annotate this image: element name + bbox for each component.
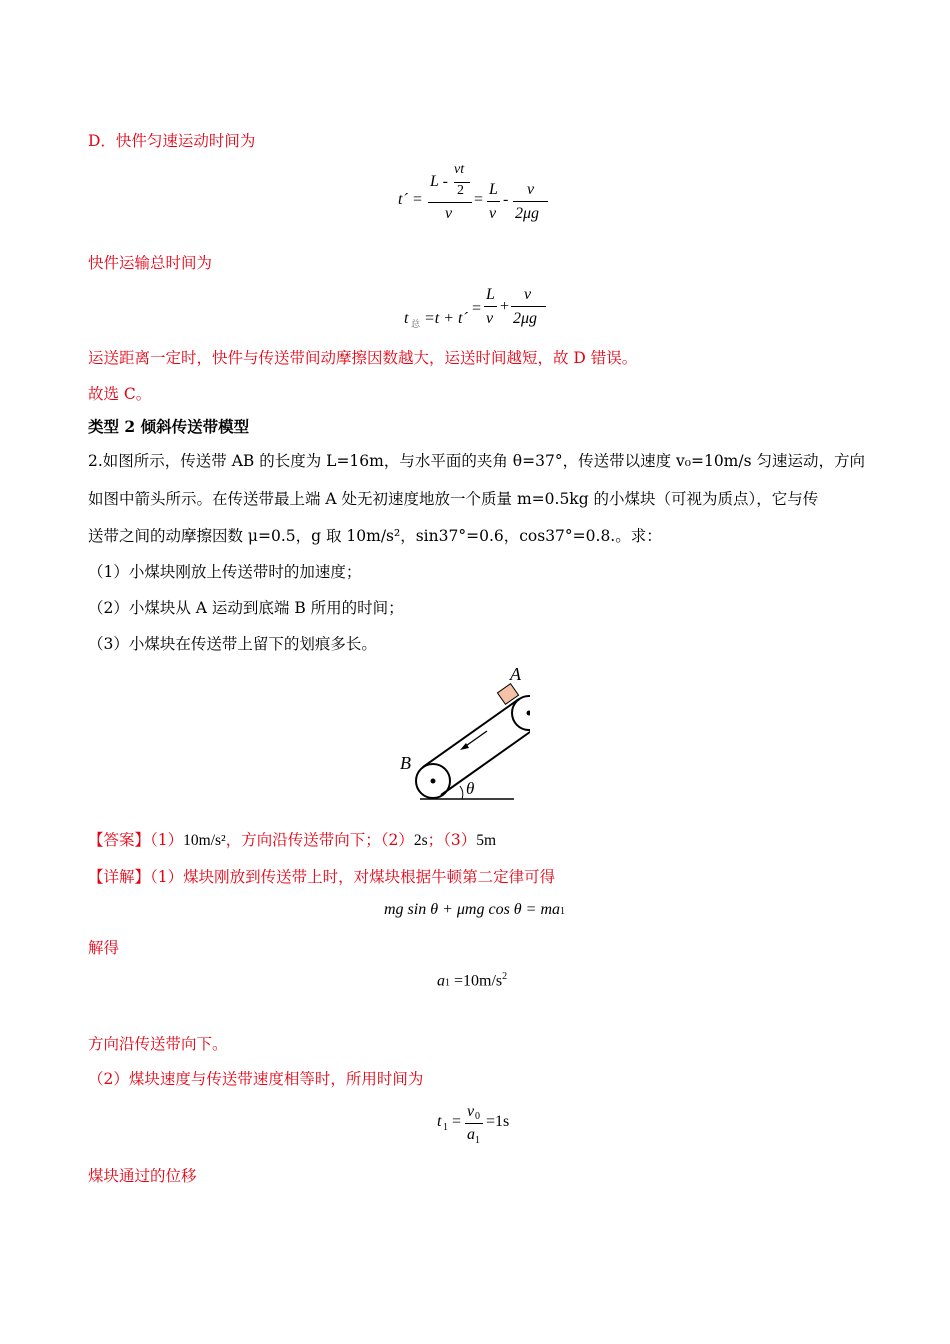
label-b: B xyxy=(400,753,411,773)
eq-t1-rhs: =1s xyxy=(486,1113,510,1130)
eq2-v-num: v xyxy=(524,286,532,303)
angle-arc xyxy=(460,786,463,799)
answer-value-1: 10m/s² xyxy=(183,832,226,849)
eq1-fracline xyxy=(428,202,472,203)
eq1-v-num: v xyxy=(527,181,535,198)
type-heading: 类型 2 倾斜传送带模型 xyxy=(88,417,250,436)
eq2-sub-total: 总 xyxy=(411,319,421,329)
answer-value-2: 2s xyxy=(413,832,428,849)
eq-newton-body: mg sin θ + μmg cos θ = ma xyxy=(384,901,561,918)
eq1-vt: vt xyxy=(454,162,465,177)
problem-line-1: 2.如图所示，传送带 AB 的长度为 L=16m，与水平面的夹角 θ=37°，传送带以速度 v₀=10m/s 匀速运动，方向 xyxy=(88,452,865,470)
displacement-label: 煤块通过的位移 xyxy=(88,1167,197,1185)
eq1-v1: v xyxy=(489,205,497,222)
eq1-eq: = xyxy=(413,191,423,208)
question-1: （1）小煤块刚放上传送带时的加速度； xyxy=(88,563,362,581)
eq1-L: L xyxy=(489,181,498,198)
eq1-eq2: = xyxy=(474,191,484,208)
direction-text: 方向沿传送带向下。 xyxy=(88,1035,228,1053)
eq-t1-den-sub: 1 xyxy=(475,1135,480,1146)
eq-a1-sup: 2 xyxy=(502,971,508,982)
eq2-frac1-line xyxy=(484,306,497,307)
eq1-frac2-line xyxy=(487,201,500,202)
answer-line xyxy=(88,830,496,851)
bottom-pulley-axle xyxy=(431,779,436,784)
eq2-plus: + xyxy=(500,298,510,315)
question-3: （3）小煤块在传送带上留下的划痕多长。 xyxy=(88,635,377,653)
eq1-two: 2 xyxy=(457,183,464,198)
eq-newton-sub: 1 xyxy=(560,906,566,917)
eq2-den: 2μg xyxy=(513,310,538,327)
label-theta: θ xyxy=(466,779,475,798)
eq-a1-sub: 1 xyxy=(445,977,450,989)
detail-tag: 【详解】 xyxy=(88,868,151,886)
eq1-minus-top: L - xyxy=(430,173,448,190)
question-2: （2）小煤块从 A 运动到底端 B 所用的时间； xyxy=(88,599,404,617)
answer-value-3: 5m xyxy=(476,832,497,849)
eq2-frac2-line xyxy=(511,306,546,307)
problem-line-2: 如图中箭头所示。在传送带最上端 A 处无初速度地放一个质量 m=0.5kg 的小煤块（可视为质点），它与传 xyxy=(88,490,819,508)
eq2-t: t xyxy=(404,310,409,327)
choice-c: 故选 C。 xyxy=(88,385,152,403)
eq2-eq2: = xyxy=(472,300,482,317)
eq2-eq: =t + t´ xyxy=(424,310,468,327)
conclusion-d: 运送距离一定时，快件与传送带间动摩擦因数越大，运送时间越短，故 D 错误。 xyxy=(88,349,638,367)
answer-p1: （1） xyxy=(150,831,184,849)
solve-label: 解得 xyxy=(88,939,120,957)
detail-text-1: （1）煤块刚放到传送带上时，对煤块根据牛顿第二定律可得 xyxy=(150,868,556,886)
eq-t1-eq: = xyxy=(452,1113,462,1130)
eq2-v: v xyxy=(486,310,494,327)
answer-tag: 【答案】 xyxy=(88,831,151,849)
belt-bottom-edge xyxy=(441,727,530,795)
belt-top-edge xyxy=(423,699,519,767)
eq-t1-num: v xyxy=(467,1103,475,1120)
total-time-label: 快件运输总时间为 xyxy=(88,254,213,272)
problem-line-3: 送带之间的动摩擦因数 μ=0.5，g 取 10m/s²，sin37°=0.6，cos37°=0.8.。求： xyxy=(88,527,662,545)
equation-newton xyxy=(384,901,565,919)
eq-a1-rhs: =10m/s xyxy=(450,972,503,990)
equation-a1 xyxy=(437,971,507,990)
eq-t1-den: a xyxy=(467,1126,475,1143)
eq1-den-v: v xyxy=(445,205,453,222)
eq-t1-sub: 1 xyxy=(443,1122,448,1133)
eq2-L: L xyxy=(486,286,495,303)
answer-p2b: ；（3） xyxy=(427,831,477,849)
label-a: A xyxy=(510,664,521,684)
answer-p1b: ，方向沿传送带向下；（2） xyxy=(225,831,414,849)
detail-line-2: （2）煤块速度与传送带速度相等时，所用时间为 xyxy=(88,1070,424,1088)
eq1-frac3-line xyxy=(513,201,548,202)
eq-a1-a: a xyxy=(437,972,445,990)
eq-t1-num-sub: 0 xyxy=(475,1111,480,1122)
eq-t1-fracline xyxy=(465,1123,483,1124)
eq-t1-lhs: t xyxy=(437,1113,442,1130)
conveyor-belt-figure xyxy=(390,660,530,810)
section-d-heading: D．快件匀速运动时间为 xyxy=(88,132,256,150)
eq1-lhs: t´ xyxy=(398,191,408,208)
eq1-minus: - xyxy=(503,191,509,208)
eq1-den-2ug: 2μg xyxy=(515,205,540,222)
detail-line-1 xyxy=(88,867,555,887)
